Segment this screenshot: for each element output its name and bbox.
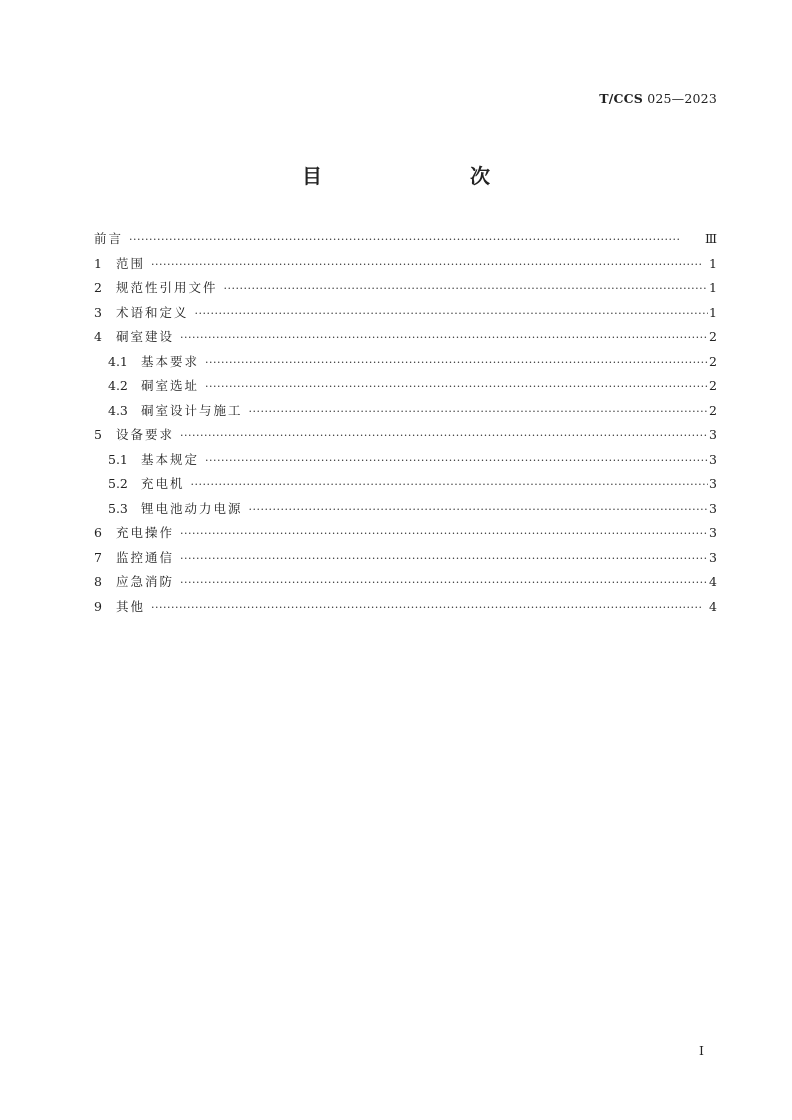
toc-entry-number: 5 bbox=[94, 427, 102, 442]
toc-entry-page: 2 bbox=[709, 353, 717, 369]
toc-entry[interactable] bbox=[94, 474, 717, 499]
toc-entry-label: 硐室建设 bbox=[116, 329, 175, 344]
toc-entry-number: 4.1 bbox=[108, 353, 128, 369]
toc-entry-number: 5.3 bbox=[108, 500, 128, 516]
toc-leader-dots bbox=[195, 307, 709, 320]
toc-entry-label: 规范性引用文件 bbox=[116, 280, 218, 295]
page-title: 目 次 bbox=[302, 164, 526, 188]
toc-entry-page: Ⅲ bbox=[704, 231, 717, 246]
toc-entry-page: 2 bbox=[709, 329, 717, 344]
page-number: I bbox=[699, 1043, 704, 1058]
toc-leader-dots bbox=[249, 503, 709, 516]
toc-entry-page: 3 bbox=[709, 451, 717, 467]
toc-entry-label: 锂电池动力电源 bbox=[141, 500, 243, 516]
toc-entry[interactable] bbox=[94, 597, 717, 622]
toc-entry-number: 5.1 bbox=[108, 451, 128, 467]
toc-entry-number: 3 bbox=[94, 304, 102, 320]
toc-entry-page: 3 bbox=[709, 525, 717, 540]
toc-entry-page: 1 bbox=[709, 255, 717, 271]
toc-entry[interactable] bbox=[94, 278, 717, 303]
toc-entry[interactable] bbox=[94, 450, 717, 475]
toc-entry-label: 范围 bbox=[116, 255, 146, 271]
toc-entry[interactable] bbox=[94, 376, 717, 401]
toc-entry-number: 7 bbox=[94, 549, 102, 565]
toc-entry-page: 1 bbox=[709, 304, 717, 320]
toc-entry-number: 6 bbox=[94, 525, 102, 540]
toc-entry-label: 硐室设计与施工 bbox=[141, 402, 243, 418]
toc-entry[interactable] bbox=[94, 229, 717, 254]
toc-leader-dots bbox=[249, 405, 709, 418]
toc-entry-number: 9 bbox=[94, 598, 102, 614]
document-code-number: 025—2023 bbox=[647, 91, 717, 106]
toc-entry[interactable] bbox=[94, 572, 717, 597]
toc-entry-label: 应急消防 bbox=[116, 574, 175, 589]
toc-entry[interactable] bbox=[94, 352, 717, 377]
toc-entry-number: 1 bbox=[94, 255, 102, 271]
toc-entry[interactable] bbox=[94, 425, 717, 450]
toc-entry-label: 其他 bbox=[116, 598, 146, 614]
toc-entry[interactable] bbox=[94, 523, 717, 548]
toc-entry-page: 3 bbox=[709, 549, 717, 565]
toc-entry-page: 4 bbox=[709, 598, 717, 614]
toc-entry-number: 8 bbox=[94, 574, 102, 589]
toc-leader-dots bbox=[180, 429, 708, 442]
toc-entry-label: 基本要求 bbox=[141, 353, 200, 369]
toc-entry[interactable] bbox=[94, 499, 717, 524]
table-of-contents bbox=[94, 229, 717, 621]
toc-entry-page: 4 bbox=[709, 574, 717, 589]
toc-entry-label: 设备要求 bbox=[116, 427, 175, 442]
toc-entry-label: 充电操作 bbox=[116, 525, 175, 540]
toc-entry-number: 4 bbox=[94, 329, 102, 344]
toc-leader-dots bbox=[224, 282, 709, 295]
toc-leader-dots bbox=[129, 233, 704, 246]
toc-entry-label: 基本规定 bbox=[141, 451, 200, 467]
toc-entry-number: 4.3 bbox=[108, 402, 128, 418]
toc-leader-dots bbox=[151, 601, 708, 614]
toc-entry-page: 1 bbox=[709, 280, 717, 295]
toc-entry-label: 充电机 bbox=[141, 476, 185, 491]
toc-leader-dots bbox=[205, 454, 708, 467]
document-code-prefix: T/CCS bbox=[599, 91, 644, 106]
toc-leader-dots bbox=[180, 331, 708, 344]
toc-entry-label: 术语和定义 bbox=[116, 304, 189, 320]
toc-entry-page: 3 bbox=[709, 427, 717, 442]
toc-entry[interactable] bbox=[94, 548, 717, 573]
toc-leader-dots bbox=[151, 258, 708, 271]
toc-entry[interactable] bbox=[94, 327, 717, 352]
toc-leader-dots bbox=[180, 527, 708, 540]
toc-entry-number: 4.2 bbox=[108, 378, 128, 393]
toc-leader-dots bbox=[205, 356, 708, 369]
document-code bbox=[599, 91, 717, 106]
toc-entry-label: 监控通信 bbox=[116, 549, 175, 565]
toc-leader-dots bbox=[180, 552, 708, 565]
toc-entry[interactable] bbox=[94, 401, 717, 426]
toc-entry-page: 2 bbox=[709, 402, 717, 418]
toc-leader-dots bbox=[180, 576, 708, 589]
toc-entry-label: 硐室选址 bbox=[141, 378, 200, 393]
toc-entry[interactable] bbox=[94, 303, 717, 328]
toc-entry-number: 2 bbox=[94, 280, 102, 295]
toc-entry-number: 5.2 bbox=[108, 476, 128, 491]
toc-entry-page: 3 bbox=[709, 476, 717, 491]
toc-entry-label: 前言 bbox=[94, 231, 124, 246]
toc-entry-page: 2 bbox=[709, 378, 717, 393]
toc-entry[interactable] bbox=[94, 254, 717, 279]
toc-leader-dots bbox=[191, 478, 709, 491]
toc-entry-page: 3 bbox=[709, 500, 717, 516]
toc-leader-dots bbox=[205, 380, 708, 393]
